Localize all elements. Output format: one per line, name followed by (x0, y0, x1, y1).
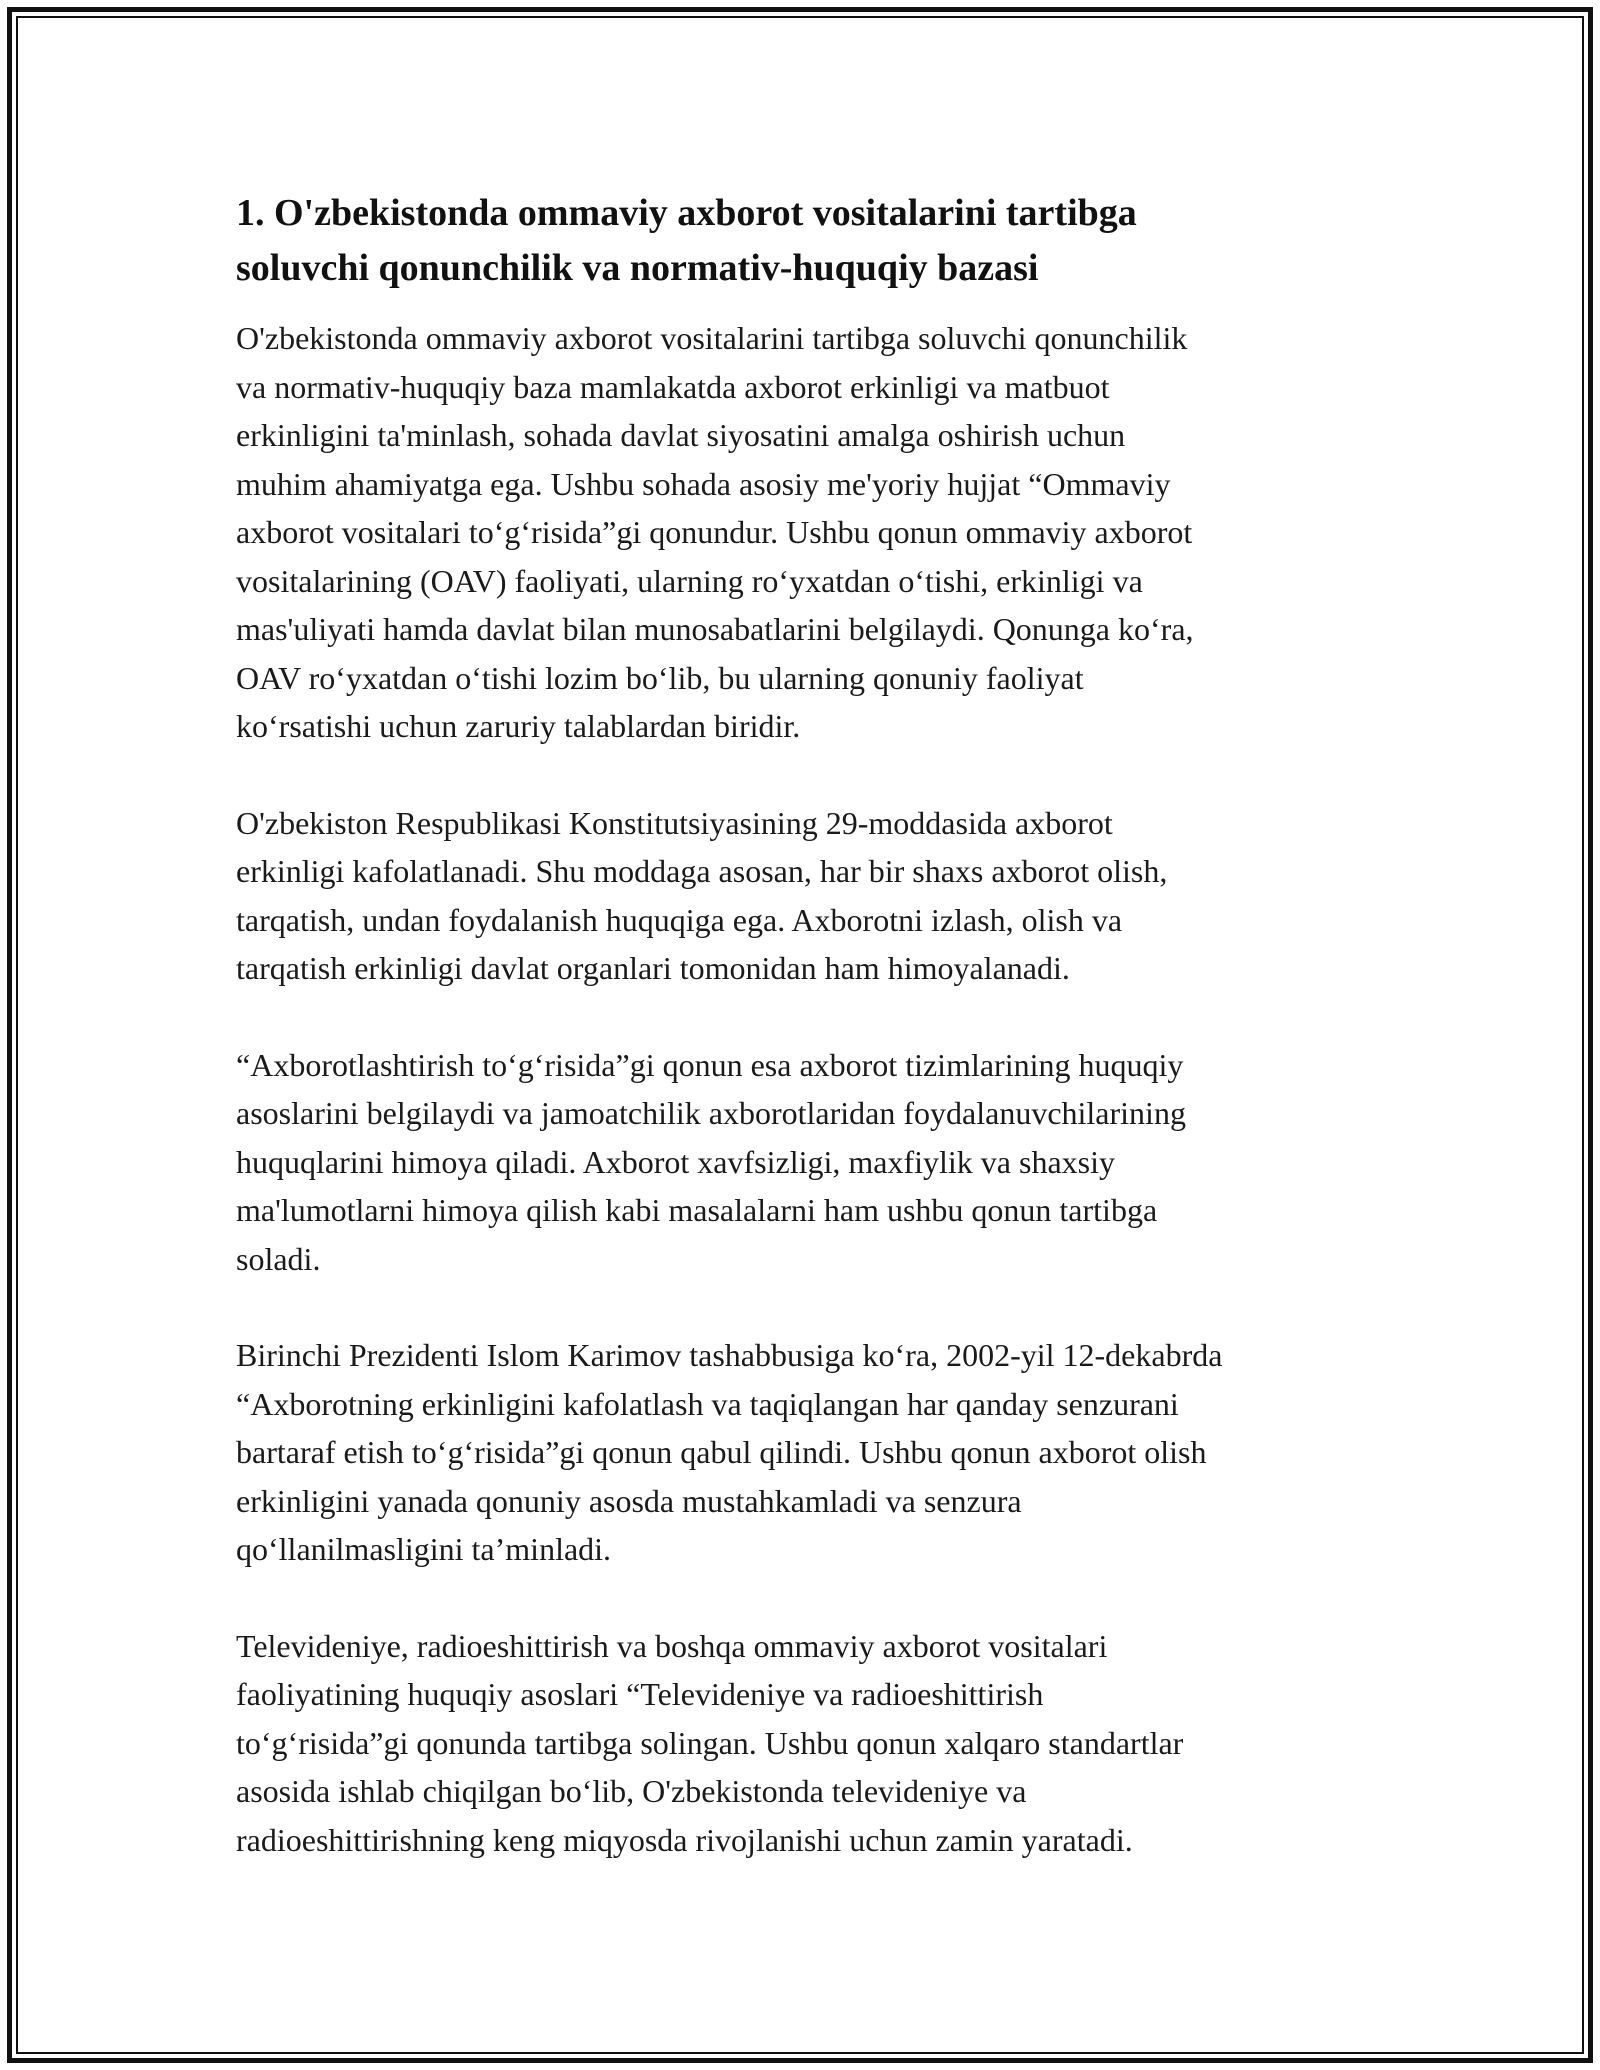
text-line: ko‘rsatishi uchun zaruriy talablardan biridir. (236, 708, 801, 744)
text-line: axborot vositalari to‘g‘risida”gi qonundur. Ushbu qonun ommaviy axborot (236, 514, 1193, 550)
text-line: erkinligi kafolatlanadi. Shu moddaga asosan, har bir shaxs axborot olish, (236, 853, 1168, 889)
text-line: O'zbekiston Respublikasi Konstitutsiyasining 29-moddasida axborot (236, 804, 1113, 841)
text-line: O'zbekistonda ommaviy axborot vositalarini tartibga soluvchi qonunchilik (236, 320, 1188, 356)
text-line: radioeshittirishning keng miqyosda rivojlanishi uchun zamin yaratadi. (236, 1821, 1133, 1858)
paragraph-media-law (236, 314, 1386, 751)
text-line: bartaraf etish to‘g‘risida”gi qonun qabul qilindi. Ushbu qonun axborot olish (236, 1434, 1207, 1470)
text-line: soladi. (236, 1240, 321, 1277)
paragraph-censorship-law (236, 1331, 1386, 1574)
section-heading (236, 186, 1386, 296)
text-line: mas'uliyati hamda davlat bilan munosabatlarini belgilaydi. Qonunga ko‘ra, (236, 611, 1194, 647)
text-line: faoliyatining huquqiy asoslari “Televideniye va radioeshittirish (236, 1676, 1044, 1712)
text-line: va normativ-huquqiy baza mamlakatda axborot erkinligi va matbuot (236, 368, 1110, 405)
heading-line: soluvchi qonunchilik va normativ-huquqiy bazasi (236, 247, 1039, 289)
text-line: Televideniye, radioeshittirish va boshqa ommaviy axborot vositalari (236, 1627, 1108, 1664)
text-line: erkinligini yanada qonuniy asosda mustahkamladi va senzura (236, 1482, 1022, 1519)
paragraph-informatization-law (236, 1041, 1386, 1284)
document-body (236, 186, 1386, 1912)
text-line: erkinligini ta'minlash, sohada davlat siyosatini amalga oshirish uchun (236, 417, 1126, 453)
text-line: tarqatish, undan foydalanish huquqiga ega. Axborotni izlash, olish va (236, 901, 1123, 938)
text-line: muhim ahamiyatga ega. Ushbu sohada asosiy me'yoriy hujjat “Ommaviy (236, 465, 1171, 502)
text-line: tarqatish erkinligi davlat organlari tomonidan ham himoyalanadi. (236, 950, 1070, 986)
text-line: vositalarining (OAV) faoliyati, ularning ro‘yxatdan o‘tishi, erkinligi va (236, 562, 1143, 599)
text-line: Birinchi Prezidenti Islom Karimov tashabbusiga ko‘ra, 2002-yil 12-dekabrda (236, 1337, 1223, 1373)
paragraph-broadcasting-law (236, 1622, 1386, 1865)
text-line: asosida ishlab chiqilgan bo‘lib, O'zbekistonda televideniye va (236, 1773, 1027, 1809)
text-line: “Axborotning erkinligini kafolatlash va taqiqlangan har qanday senzurani (236, 1385, 1179, 1422)
text-line: OAV ro‘yxatdan o‘tishi lozim bo‘lib, bu ularning qonuniy faoliyat (236, 659, 1084, 696)
text-line: asoslarini belgilaydi va jamoatchilik axborotlaridan foydalanuvchilarining (236, 1095, 1186, 1131)
heading-line: 1. O'zbekistonda ommaviy axborot vositalarini tartibga (236, 192, 1137, 234)
paragraph-constitution (236, 799, 1386, 993)
text-line: to‘g‘risida”gi qonunda tartibga solingan. Ushbu qonun xalqaro standartlar (236, 1724, 1184, 1761)
text-line: huquqlarini himoya qiladi. Axborot xavfsizligi, maxfiylik va shaxsiy (236, 1143, 1115, 1180)
text-line: ma'lumotlarni himoya qilish kabi masalalarni ham ushbu qonun tartibga (236, 1192, 1158, 1228)
text-line: qo‘llanilmasligini ta’minladi. (236, 1531, 612, 1567)
text-line: “Axborotlashtirish to‘g‘risida”gi qonun esa axborot tizimlarining huquqiy (236, 1046, 1184, 1083)
